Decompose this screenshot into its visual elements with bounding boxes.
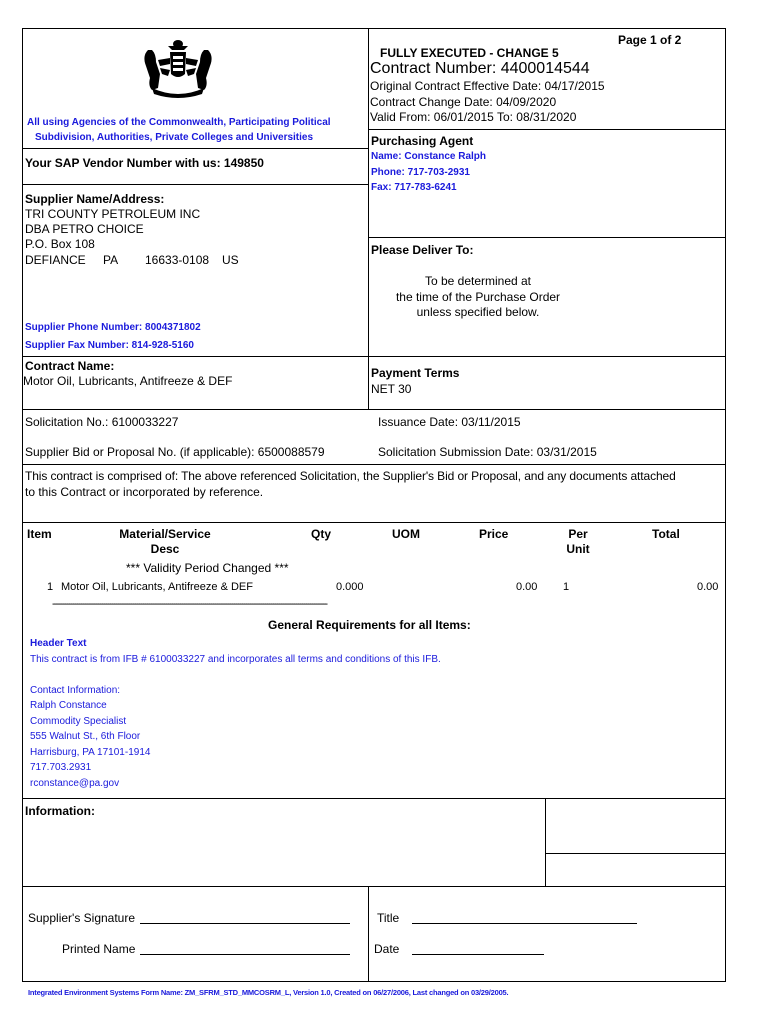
- supplier-country: US: [222, 253, 239, 267]
- deliver-line-3: unless specified below.: [416, 305, 540, 319]
- change-date: Contract Change Date: 04/09/2020: [370, 95, 557, 109]
- page-number: Page 1 of 2: [618, 33, 682, 47]
- supplier-line-2: DBA PETRO CHOICE: [25, 222, 144, 236]
- deliver-line-1: To be determined at: [424, 274, 532, 288]
- agent-name: Name: Constance Ralph: [371, 151, 487, 162]
- title-label: Title: [377, 911, 400, 925]
- deliver-line-2: the time of the Purchase Order: [395, 290, 561, 304]
- agent-phone: Phone: 717-703-2931: [371, 167, 470, 178]
- supplier-signature-line[interactable]: [140, 923, 350, 924]
- information-title: Information:: [25, 804, 95, 818]
- col-price: Price: [479, 527, 509, 541]
- line-full-2: [22, 409, 726, 410]
- contract-number: Contract Number: 4400014544: [370, 60, 590, 77]
- issuance-date: Issuance Date: 03/11/2015: [378, 415, 521, 429]
- submission-date: Solicitation Submission Date: 03/31/2015: [378, 445, 597, 459]
- col-total: Total: [652, 527, 680, 541]
- supplier-bid: Supplier Bid or Proposal No. (if applicable): 6500088579: [25, 445, 325, 459]
- line-right-1: [368, 129, 726, 130]
- supplier-title: Supplier Name/Address:: [25, 192, 165, 206]
- info-inner-line: [545, 853, 726, 854]
- supplier-zip: 16633-0108: [145, 253, 210, 267]
- frame-right: [725, 28, 726, 982]
- solicitation-number: Solicitation No.: 6100033227: [25, 415, 179, 429]
- contact-email: rconstance@pa.gov: [30, 778, 120, 789]
- col-per-2: Unit: [566, 542, 590, 556]
- contact-phone: 717.703.2931: [30, 762, 92, 773]
- supplier-state: PA: [103, 253, 119, 267]
- line-full-4: [22, 522, 726, 523]
- validity-changed: *** Validity Period Changed ***: [126, 561, 289, 575]
- signature-divider: [368, 886, 369, 982]
- effective-date: Original Contract Effective Date: 04/17/2015: [370, 79, 605, 93]
- date-line[interactable]: [412, 954, 544, 955]
- contact-role: Commodity Specialist: [30, 716, 127, 727]
- date-label: Date: [374, 942, 400, 956]
- supplier-line-1: TRI COUNTY PETROLEUM INC: [25, 207, 201, 221]
- line-full-5: [22, 798, 726, 799]
- col-qty: Qty: [311, 527, 332, 541]
- contract-name-value: Motor Oil, Lubricants, Antifreeze & DEF: [23, 374, 233, 388]
- line-full-3: [22, 464, 726, 465]
- ifb-text: This contract is from IFB # 6100033227 and incorporates all terms and conditions of this IFB.: [30, 654, 441, 665]
- comprised-line-1: This contract is comprised of: The above referenced Solicitation, the Supplier's Bid or Proposal, and any documents attached: [25, 469, 676, 483]
- form-footer: Integrated Environment Systems Form Name: ZM_SFRM_STD_MMCOSRM_L, Version 1.0, Created on 06/27/2006, Last changed on 03/29/2005.: [28, 988, 509, 997]
- commonwealth-seal-logo: [138, 38, 218, 100]
- row-price: 0.00: [516, 581, 538, 593]
- info-divider: [545, 798, 546, 886]
- purchasing-agent-title: Purchasing Agent: [371, 134, 474, 148]
- line-left-2: [22, 184, 368, 185]
- supplier-phone: Supplier Phone Number: 8004371802: [25, 322, 201, 333]
- col-per-1: Per: [568, 527, 588, 541]
- line-left-1: [22, 148, 368, 149]
- deliver-title: Please Deliver To:: [371, 243, 474, 257]
- contact-name: Ralph Constance: [30, 700, 107, 711]
- frame-top: [22, 28, 726, 29]
- supplier-city: DEFIANCE: [25, 253, 86, 267]
- header-text-title: Header Text: [30, 638, 87, 649]
- valid-range: Valid From: 06/01/2015 To: 08/31/2020: [370, 110, 577, 124]
- row-item: 1: [47, 581, 54, 593]
- contact-street: 555 Walnut St., 6th Floor: [30, 731, 141, 742]
- supplier-line-3: P.O. Box 108: [25, 237, 95, 251]
- agencies-line-2: Subdivision, Authorities, Private Colleges and Universities: [35, 132, 314, 143]
- frame-bottom: [22, 981, 726, 982]
- supplier-fax: Supplier Fax Number: 814-928-5160: [25, 340, 194, 351]
- sap-vendor-number: Your SAP Vendor Number with us: 149850: [25, 156, 264, 170]
- payment-terms-title: Payment Terms: [371, 366, 460, 380]
- col-material-2: Desc: [150, 542, 180, 556]
- payment-terms-value: NET 30: [371, 382, 412, 396]
- line-full-6: [22, 886, 726, 887]
- comprised-line-2: to this Contract or incorporated by reference.: [25, 485, 264, 499]
- col-material-1: Material/Service: [119, 527, 211, 541]
- dashed-separator: -------------------------------------------------------------------------------------------------------------------------------------: [52, 598, 327, 610]
- row-per: 1: [563, 581, 570, 593]
- col-item: Item: [27, 527, 52, 541]
- title-line[interactable]: [412, 923, 637, 924]
- agent-fax: Fax: 717-783-6241: [371, 182, 457, 193]
- contract-name-title: Contract Name:: [25, 359, 115, 373]
- general-requirements-title: General Requirements for all Items:: [268, 618, 471, 632]
- contract-status: FULLY EXECUTED - CHANGE 5: [380, 46, 559, 60]
- col-uom: UOM: [392, 527, 420, 541]
- row-qty: 0.000: [336, 581, 364, 593]
- contact-city: Harrisburg, PA 17101-1914: [30, 747, 151, 758]
- divider-mid-upper: [368, 28, 369, 409]
- frame-left: [22, 28, 23, 982]
- row-total: 0.00: [697, 581, 719, 593]
- contact-title: Contact Information:: [30, 685, 121, 696]
- agencies-line-1: All using Agencies of the Commonwealth, Participating Political: [27, 117, 331, 128]
- supplier-signature-label: Supplier's Signature: [28, 911, 136, 925]
- line-full-1: [22, 356, 726, 357]
- printed-name-line[interactable]: [140, 954, 350, 955]
- printed-name-label: Printed Name: [62, 942, 136, 956]
- row-desc: Motor Oil, Lubricants, Antifreeze & DEF: [61, 581, 253, 593]
- line-right-2: [368, 237, 726, 238]
